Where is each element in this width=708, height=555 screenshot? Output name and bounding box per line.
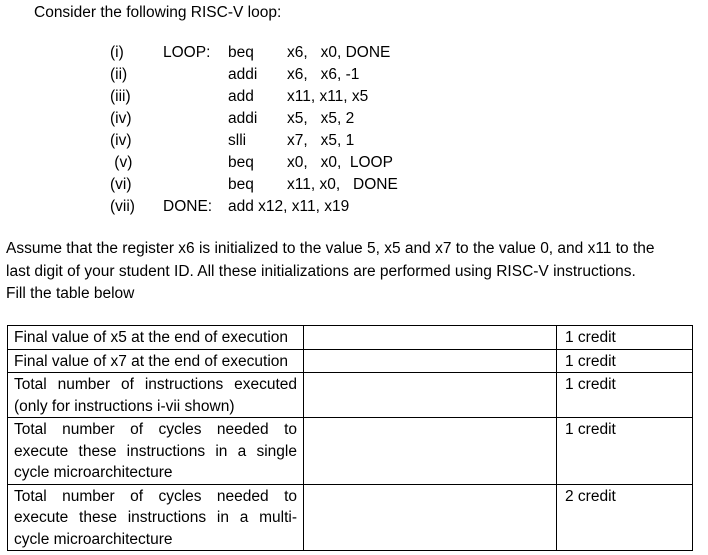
line-opcode: addi (228, 110, 258, 127)
table-row (8, 484, 693, 551)
answer-cell[interactable] (304, 373, 557, 418)
line-opcode: beq (228, 176, 254, 193)
table-row (8, 373, 693, 418)
line-number: (ii) (110, 66, 128, 83)
credit-label: 1 credit (565, 352, 616, 370)
question-cell: Total number of cycles needed to execute these instructions in a single cycle microarchitecture (8, 418, 304, 485)
answer-cell[interactable] (304, 418, 557, 485)
line-label: DONE: (163, 198, 213, 215)
line-number: (vi) (110, 176, 132, 193)
line-number: (iv) (110, 132, 132, 149)
question-cell: Final value of x5 at the end of execution (8, 326, 304, 350)
credit-label: 1 credit (565, 329, 616, 346)
question-cell: Total number of cycles needed to execute these instructions in a multi-cycle microarchitecture (8, 484, 304, 551)
line-opcode: beq (228, 44, 254, 61)
credit-cell (557, 373, 693, 418)
line-operands: x11, x0, DONE (287, 176, 398, 193)
line-opcode: slli (228, 132, 247, 149)
answer-cell[interactable] (304, 349, 557, 373)
table-row (8, 418, 693, 485)
paragraph-line: last digit of your student ID. All these initializations are performed using RISC-V instructions. (6, 262, 636, 280)
line-number: (v) (110, 154, 133, 171)
line-operands: x6, x0, DONE (287, 44, 391, 61)
line-number: (i) (110, 44, 124, 61)
line-opcode: add (228, 88, 254, 105)
table-row (8, 326, 693, 350)
line-opcode: add x12, x11, x19 (228, 198, 350, 215)
question-cell: Final value of x7 at the end of execution (8, 349, 304, 373)
line-operands: x0, x0, LOOP (287, 154, 393, 171)
credit-label: 1 credit (565, 376, 616, 393)
line-number: (iii) (110, 88, 131, 105)
line-operands: x7, x5, 1 (287, 132, 355, 149)
line-number: (vii) (110, 198, 135, 215)
line-opcode: addi (228, 66, 258, 83)
line-opcode: beq (228, 154, 254, 171)
line-operands: x11, x11, x5 (287, 88, 369, 105)
credit-label: 1 credit (565, 421, 616, 438)
table-row (8, 349, 693, 373)
credit-label: 2 credit (565, 487, 616, 505)
answer-table (7, 325, 693, 551)
line-operands: x6, x6, -1 (287, 66, 360, 83)
credit-cell (557, 418, 693, 485)
line-label: LOOP: (163, 44, 211, 61)
paragraph-line: Fill the table below (6, 285, 135, 302)
intro-text: Consider the following RISC-V loop: (34, 4, 282, 21)
line-operands: x5, x5, 2 (287, 110, 355, 127)
paragraph-line: Assume that the register x6 is initialized to the value 5, x5 and x7 to the value 0, and x11 to the (6, 240, 655, 257)
answer-cell[interactable] (304, 484, 557, 551)
question-cell: Total number of instructions executed (only for instructions i-vii shown) (8, 373, 304, 418)
answer-cell[interactable] (304, 326, 557, 350)
credit-cell (557, 484, 693, 551)
line-number: (iv) (110, 110, 132, 127)
instructions-paragraph (6, 238, 706, 306)
credit-cell (557, 326, 693, 350)
credit-cell (557, 349, 693, 373)
